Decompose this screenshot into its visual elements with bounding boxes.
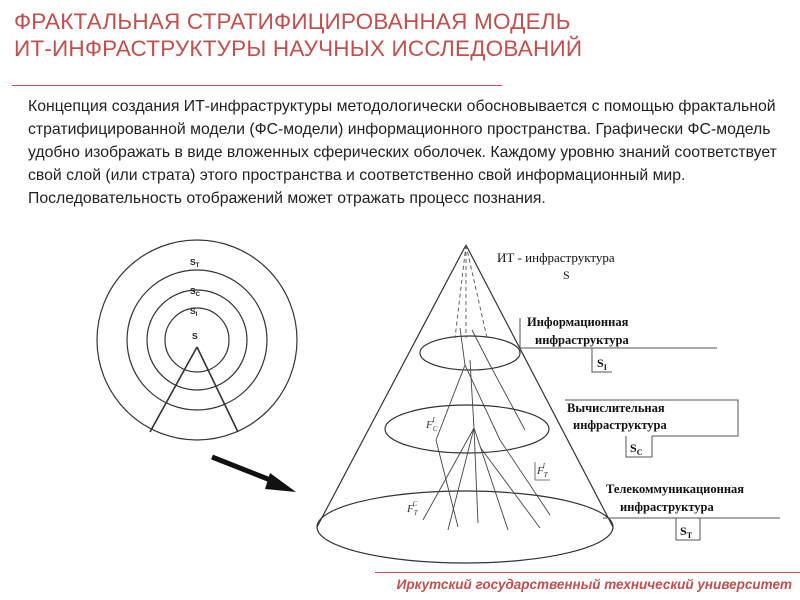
sphere-label-sc: $S_C$ <box>190 286 201 298</box>
symbol-sc: $S_C$ <box>630 441 643 457</box>
cone-side-right <box>466 245 613 527</box>
cone-base-ellipse <box>317 491 613 563</box>
transition-arrow <box>212 457 296 492</box>
cone-side-left <box>317 245 466 527</box>
title-line-1: ФРАКТАЛЬНАЯ СТРАТИФИЦИРОВАННАЯ МОДЕЛЬ <box>14 9 571 34</box>
symbol-si: $S_I$ <box>597 356 607 372</box>
concept-paragraph: Концепция создания ИТ-инфраструктуры методологически обосновывается с помощью фрактальной стратифицированной модели (ФС-модели) информационного пространства. Графически ФС-модель удобно изображать в виде вложенных сферических оболочек. Каждому уровню знаний соответствует свой слой (или страта) этого пространства и соответственно свой информационный мир. Последовательность отображений может отражать процесс познания. <box>28 98 777 207</box>
sphere-label-si: $S_I$ <box>190 306 198 318</box>
cone-inner-guides <box>455 245 487 338</box>
footer-divider <box>375 572 800 573</box>
level-telecom-line2: инфраструктура <box>620 500 714 514</box>
mapping-fti: $F_TI$ <box>537 462 548 479</box>
symbol-st: $S_T$ <box>680 524 693 540</box>
sphere-label-s: S <box>192 331 198 341</box>
level-compute-line1: Вычислительная <box>567 401 665 415</box>
title-line-2: ИТ-ИНФРАСТРУКТУРЫ НАУЧНЫХ ИССЛЕДОВАНИЙ <box>14 36 583 61</box>
cone-mapping-lines <box>423 328 550 530</box>
sphere-label-st: $S_T$ <box>190 257 200 269</box>
cone-top-label: ИТ - инфраструктура <box>497 250 615 265</box>
level-info-line2: инфраструктура <box>535 333 629 347</box>
footer-university: Иркутский государственный технический университет <box>396 577 792 592</box>
mapping-ftc: $F_TC$ <box>407 500 418 517</box>
cone-top-symbol: S <box>563 268 570 282</box>
level-telecom-line1: Телекоммуникационная <box>606 482 745 496</box>
level-info-line1: Информационная <box>527 315 629 329</box>
level-compute-line2: инфраструктура <box>573 418 667 432</box>
mapping-fci: $F_CI$ <box>426 416 438 433</box>
